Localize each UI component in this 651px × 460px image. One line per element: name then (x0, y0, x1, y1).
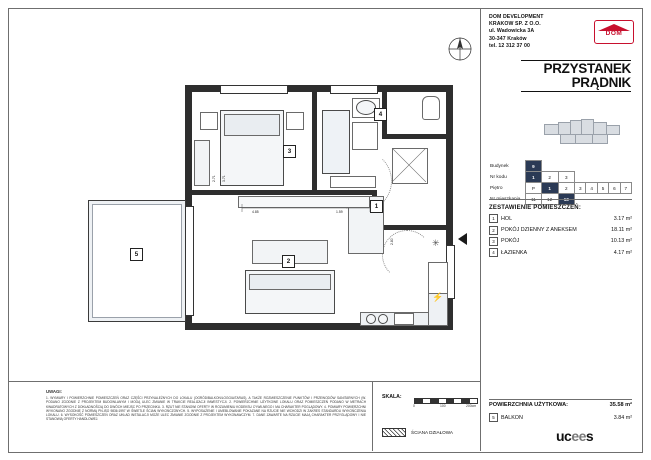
room-number-badge: 4 (489, 248, 498, 257)
balcony-label: BALKON (501, 414, 523, 421)
row-label: Piętro (490, 185, 503, 191)
washbasin-bowl (356, 100, 376, 115)
row-label: Nr mieszkania (490, 196, 521, 202)
dimension-vertical-2: 3.71 (222, 175, 226, 182)
usable-area-label: POWIERZCHNIA UŻYTKOWA: (489, 402, 569, 408)
developer-line-4: 30-347 Kraków (489, 35, 527, 42)
office-logo-part-1: uc (556, 428, 572, 444)
notes-title: UWAGI: (46, 389, 62, 394)
scale-tick-2: 200cm (466, 404, 477, 408)
office-logo-part-2: ee (571, 428, 586, 444)
room-area: 3.17 m² (613, 215, 632, 222)
table-row (489, 213, 632, 224)
row-label: Budynek (490, 163, 509, 169)
room-marker-3: 3 (283, 145, 296, 158)
usable-area-summary (489, 402, 632, 408)
room-name: ŁAZIENKA (501, 249, 528, 256)
fridge (428, 262, 448, 294)
room-name: POKÓJ (501, 238, 520, 245)
stove-burner-2 (378, 314, 388, 324)
estate-logo-rule-top (521, 60, 631, 61)
room-schedule (489, 213, 632, 259)
room-name: POKÓJ DZIENNY Z ANEKSEM (501, 227, 577, 234)
row-label: Nr kodu (490, 174, 507, 180)
scale-tick-0: 0 (413, 404, 415, 408)
notes-body: 1. WYMIARY I POWIERZCHNIE POMIESZCZEŃ ORAZ CZĘŚCI PRZYNALEŻNYCH DO LOKALU (OGRÓD/BALKON/LOGGIA/TARAS), A TAKŻE ROZMIESZCZENIE PUNKTÓW I PRZEWODÓW SANITARNYCH (W. PODANO ZGODNIE Z PROJEKTEM BUDOWLANYM I MOGĄ ULEC ZMIANIE W TRAKCIE REALIZACJI INWESTYCJI. 2. POWIERZCHNIE UŻYTKOWE LOKALU ORAZ POMIESZCZEŃ PODANO W METRACH KWADRATOWYCH Z DOKŁADNOŚCIĄ DO DWÓCH MIEJSC PO PRZECINKU. 3. RZUT NIE STANOWI OFERTY W ROZUMIENIU KODEKSU CYWILNEGO I MA CHARAKTER POGLĄDOWY. 4. POMIARY POWIERZCHNI WYKONANO ZGODNIE Z NORMĄ PN-ISO 9836:1997 W ŚWIETLE ŚCIAN WYKOŃCZONYCH. 5. WYPOSAŻENIE I UMEBLOWANIE POKAZANE NA RZUCIE NIE WCHODZI W ZAKRES STANDARDU WYKOŃCZENIA LOKALU. 6. WYSOKOŚĆ POMIESZCZEŃ ORAZ UKŁAD INSTALACJI MOŻE ULEC ZMIANIE ZGODNIE Z PROJEKTEM WYKONAWCZYM. 7. DANE ZAWARTE NA RZUCIE MAJĄ CHARAKTER PRZYGLĄDOWY I NIE STANOWIĄ OFERTY HANDLOWEJ. (46, 396, 366, 422)
scale-bar (414, 398, 476, 411)
room-number-badge: 2 (489, 226, 498, 235)
summary-rule (489, 399, 632, 400)
window-top-right (330, 85, 378, 94)
cell[interactable]: 11 (526, 194, 542, 205)
wardrobe-bedroom (194, 140, 210, 186)
cell[interactable]: 1 (526, 172, 542, 183)
cell[interactable]: 5 (597, 183, 608, 194)
dimension-vertical-3: 2.80 (390, 238, 394, 245)
balcony-summary (489, 413, 632, 422)
washing-machine (352, 122, 378, 150)
developer-line-2: KRAKOW SP. Z O.O. (489, 21, 541, 28)
estate-name-line-2: PRĄDNIK (571, 75, 631, 90)
room-marker-5: 5 (130, 248, 143, 261)
dimension-horizontal-2: 1.59 (336, 210, 343, 214)
room-marker-4: 4 (374, 108, 387, 121)
nightstand-left (200, 112, 218, 130)
table-row (489, 183, 632, 194)
room-marker-2: 2 (282, 255, 295, 268)
entrance-arrow-icon (458, 233, 467, 245)
cell[interactable]: 1 (541, 183, 558, 194)
dom-development-logo (594, 20, 634, 44)
stove-burner-1 (366, 314, 376, 324)
room-area: 4.17 m² (613, 249, 632, 256)
window-top-left (220, 85, 288, 94)
dimension-horizontal-1: 4.85 (252, 210, 259, 214)
notes-divider-vertical (372, 381, 373, 451)
window-balcony-door (185, 206, 194, 316)
hatch-swatch-icon (382, 428, 406, 437)
legend-label: ŚCIANA DZIAŁOWA (411, 430, 453, 435)
dimension-vertical-1: 2.71 (212, 175, 216, 182)
zigzag-icon: ⚡ (432, 292, 444, 302)
dimension-line-group (190, 200, 450, 216)
cell[interactable]: 4 (586, 183, 597, 194)
snowflake-icon: ✳ (432, 238, 440, 248)
developer-line-3: ul. Wadowicka 3A (489, 28, 535, 35)
floor-plan (30, 30, 460, 375)
balcony-number-badge: 5 (489, 413, 498, 422)
estate-logo (521, 62, 631, 90)
developer-line-1: DOM DEVELOPMENT (489, 14, 544, 20)
cell[interactable]: 13 (558, 194, 575, 205)
cell[interactable]: 2 (558, 183, 575, 194)
office-logo (556, 428, 593, 444)
zestawienie-rule (489, 199, 632, 200)
balcony-area: 3.84 m² (613, 414, 632, 421)
wall-partition-bath-left (312, 92, 317, 190)
estate-name-line-1: PRZYSTANEK (543, 61, 631, 76)
table-row (489, 236, 632, 247)
site-map (540, 110, 635, 150)
table-row (489, 247, 632, 258)
scale-label: SKALA: (382, 394, 402, 400)
usable-area-value: 35.58 m² (609, 402, 632, 408)
table-row (489, 224, 632, 235)
cell[interactable]: 12 (541, 194, 558, 205)
sofa-back (249, 274, 331, 290)
kitchen-sink (394, 313, 414, 325)
table-row (489, 161, 632, 172)
logo-word: DOM (605, 30, 623, 37)
cell[interactable]: 9 (526, 161, 542, 172)
bed-pillows (224, 114, 280, 136)
room-name: HOL (501, 215, 513, 222)
notes-divider-horizontal (8, 381, 480, 382)
legend (382, 428, 453, 437)
cell[interactable]: 7 (620, 183, 631, 194)
room-schedule-title: ZESTAWIENIE POMIESZCZEŃ: (489, 205, 582, 211)
table-row (489, 172, 632, 183)
room-number-badge: 1 (489, 214, 498, 223)
balcony-inner (92, 204, 182, 318)
room-number-badge: 3 (489, 237, 498, 246)
room-marker-1: 1 (370, 200, 383, 213)
estate-logo-rule-bottom (521, 91, 631, 92)
room-area: 18.11 m² (611, 227, 632, 234)
wall-partition-wc (382, 134, 446, 139)
cell[interactable]: 6 (609, 183, 620, 194)
cell[interactable]: 3 (558, 172, 575, 183)
cell[interactable]: 3 (575, 183, 586, 194)
developer-block (489, 14, 599, 50)
nightstand-right (286, 112, 304, 130)
developer-line-5: tel. 12 312 37 00 (489, 42, 530, 49)
room-area: 10.13 m² (610, 238, 632, 245)
closet-cross-icon (392, 148, 426, 182)
office-logo-part-3: s (585, 428, 594, 444)
toilet (422, 96, 440, 120)
cell[interactable]: 2 (541, 172, 558, 183)
scale-tick-1: 100 (440, 404, 446, 408)
cell[interactable]: P (526, 183, 542, 194)
